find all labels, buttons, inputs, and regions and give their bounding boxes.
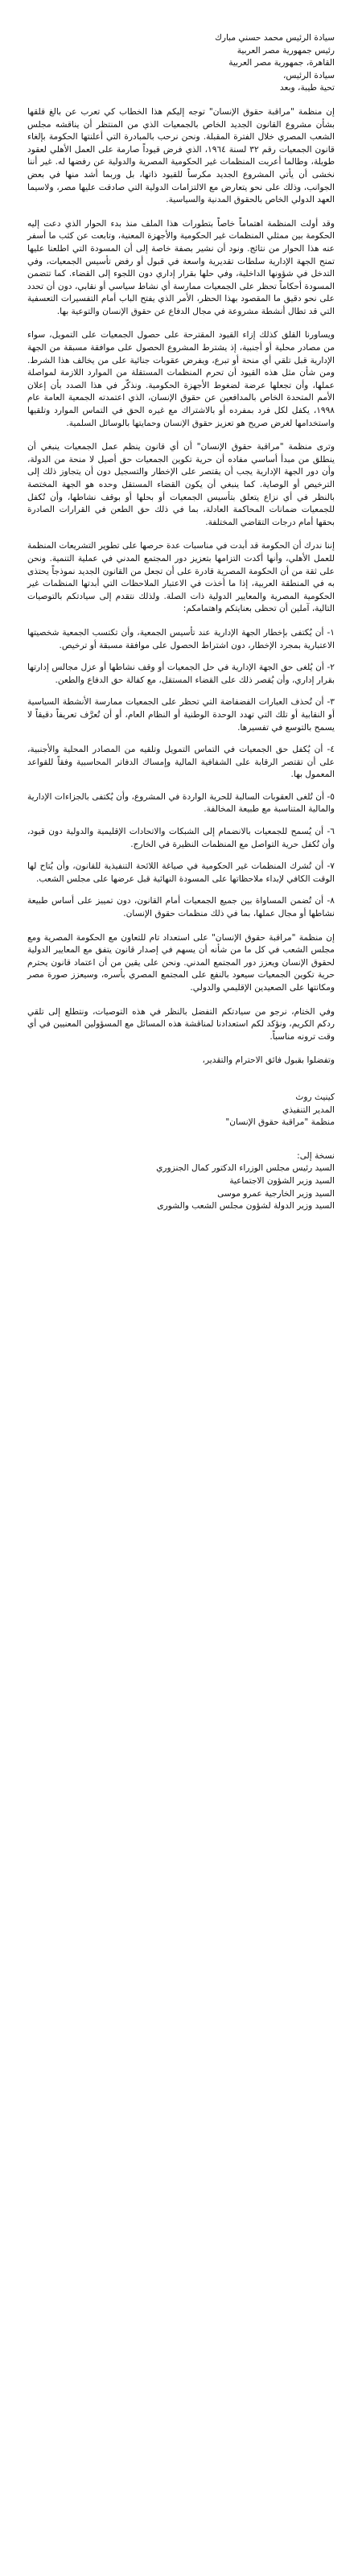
recommendation-item: ٥- أن تُلغى العقوبات السالبة للحرية الواردة في المشروع، وأن يُكتفى بالجزاءات الإدارية والمالية المتناسبة مع طبيعة المخالفة. <box>27 791 335 815</box>
signatory-organization: منظمة "مراقبة حقوق الإنسان" <box>225 1117 335 1128</box>
recommendation-item: ٧- أن تُشرك المنظمات غير الحكومية في صياغة اللائحة التنفيذية للقانون، وأن يُتاح لها الوقت الكافي لإبداء ملاحظاتها على المسودة النهائية قبل عرضها على مجلس الشعب. <box>27 861 335 884</box>
cc-label: نسخة إلى: <box>297 1150 335 1161</box>
conclusion-paragraph: إن منظمة "مراقبة حقوق الإنسان" على استعداد تام للتعاون مع الحكومة المصرية ومع مجلس الشعب في كل ما من شأنه أن يسهم في إصدار قانون يتفق مع المعايير الدولية لحقوق الإنسان ويعزز دور المجتمع المدني. ونحن على يقين من أن اعتماد قانون يحترم حرية تكوين الجمعيات سيعود بالنفع على المجتمع المصري بأسره، وسيعزز صورة مصر ومكانتها على الصعيدين الإقليمي والدولي. <box>27 932 335 993</box>
recommendation-item: ٣- أن تُحذف العبارات الفضفاضة التي تحظر على الجمعيات ممارسة الأنشطة السياسية أو النقابية أو تلك التي تهدد الوحدة الوطنية أو النظام العام، أو أن تُعرَّف تعريفاً دقيقاً لا يسمح بالتوسع في تفسيرها. <box>27 697 335 733</box>
cc-recipient: السيد وزير الدولة لشؤون مجلس الشعب والشورى <box>157 1201 335 1212</box>
signature-block <box>27 1092 335 1129</box>
body-paragraph: ويساورنا القلق كذلك إزاء القيود المقترحة على حصول الجمعيات على التمويل، سواء من مصادر محلية أو أجنبية، إذ يشترط المشروع الحصول على موافقة مسبقة من الجهة الإدارية قبل تلقي أي منحة أو تبرع، ويفرض عقوبات جنائية على من يخالف هذا الشرط. ومن شأن مثل هذه القيود أن تحرم المنظمات المستقلة من الموارد اللازمة لمواصلة عملها، وأن تجعلها عرضة لضغوط الأجهزة الحكومية. ونذكّر في هذا الصدد بأن إعلان الأمم المتحدة الخاص بالمدافعين عن حقوق الإنسان، الذي اعتمدته الجمعية العامة عام ١٩٩٨، يكفل لكل فرد بمفرده أو بالاشتراك مع غيره الحق في التماس الموارد وتلقيها واستخدامها لغرض صريح هو تعزيز حقوق الإنسان وحمايتها بالوسائل السلمية. <box>27 330 335 428</box>
recommendations-list <box>27 627 335 921</box>
recommendation-item: ٤- أن يُكفل حق الجمعيات في التماس التمويل وتلقيه من المصادر المحلية والأجنبية، على أن تقتصر الرقابة على الشفافية المالية وإمساك الدفاتر المحاسبية وفقاً للقواعد المعمول بها. <box>27 745 335 780</box>
cc-recipient: السيد رئيس مجلس الوزراء الدكتور كمال الجنزوري <box>156 1163 335 1174</box>
addressee-location: القاهرة، جمهورية مصر العربية <box>228 58 335 68</box>
recommendation-item: ٨- أن تُضمن المساواة بين جميع الجمعيات أمام القانون، دون تمييز على أساس طبيعة نشاطها أو مجال عملها، بما في ذلك منظمات حقوق الإنسان. <box>27 896 335 919</box>
greeting-line: سيادة الرئيس، <box>282 70 335 80</box>
addressee-title: رئيس جمهورية مصر العربية <box>237 45 335 56</box>
recommendation-item: ٦- أن يُسمح للجمعيات بالانضمام إلى الشبكات والاتحادات الإقليمية والدولية دون قيود، وأن تُكفل حرية التواصل مع المنظمات النظيرة في الخارج. <box>27 827 335 849</box>
body-paragraph: وترى منظمة "مراقبة حقوق الإنسان" أن أي قانون ينظم عمل الجمعيات ينبغي أن ينطلق من مبدأ أساسي مفاده أن حرية تكوين الجمعيات حق أصيل لا منحة من الدولة، وأن دور الجهة الإدارية يجب أن يقتصر على الإخطار والتسجيل دون أن يتجاوز ذلك إلى الترخيص أو الوصاية. كما ينبغي أن يكون القضاء المستقل وحده هو الجهة المختصة بالنظر في أي نزاع يتعلق بتأسيس الجمعيات أو بحلها أو بوقف نشاطها، وأن تُكفل للجمعيات ضمانات المحاكمة العادلة، بما في ذلك حق الطعن في القرارات الصادرة بحقها أمام درجات التقاضي المختلفة. <box>27 442 335 527</box>
salutation-block <box>27 32 335 95</box>
closing-line: وتفضلوا بقبول فائق الاحترام والتقدير، <box>202 1055 335 1066</box>
closing-block <box>27 1055 335 1067</box>
greeting-opening: تحية طيبة، وبعد <box>279 83 335 93</box>
cc-block <box>27 1150 335 1213</box>
conclusion-paragraph: وفي الختام، نرجو من سيادتكم التفضل بالنظر في هذه التوصيات، ونتطلع إلى تلقي ردكم الكريم، ونؤكد لكم استعدادنا لمناقشة هذه المسائل مع المسؤولين المعنيين في أي وقت ترونه مناسباً. <box>27 1006 335 1042</box>
recommendation-item: ١- أن يُكتفى بإخطار الجهة الإدارية عند تأسيس الجمعية، وأن تكتسب الجمعية شخصيتها الاعتبارية بمجرد الإخطار، دون اشتراط الحصول على موافقة مسبقة أو ترخيص. <box>27 627 335 650</box>
signatory-name: كينيث روث <box>295 1092 335 1102</box>
addressee-name: سيادة الرئيس محمد حسني مبارك <box>215 33 335 43</box>
signatory-title: المدير التنفيذي <box>282 1104 335 1115</box>
body-paragraph: إننا ندرك أن الحكومة قد أبدت في مناسبات عدة حرصها على تطوير التشريعات المنظمة للعمل الأهلي، وأنها أكدت التزامها بتعزيز دور المجتمع المدني في عملية التنمية. ونحن على ثقة من أن الحكومة المصرية قادرة على أن تجعل من القانون الجديد نموذجاً يحتذى به في المنطقة العربية، إذا ما أخذت في الاعتبار الملاحظات التي أبدتها المنظمات غير الحكومية المصرية والمعايير الدولية ذات الصلة. ولذلك نتقدم إلى سيادتكم بالتوصيات التالية، آملين أن تحظى بعنايتكم واهتمامكم: <box>27 541 335 614</box>
recommendation-item: ٢- أن يُلغى حق الجهة الإدارية في حل الجمعيات أو وقف نشاطها أو عزل مجالس إدارتها بقرار إداري، وأن يُقصر ذلك على القضاء المستقل، مع كفالة حق الدفاع والطعن. <box>27 663 335 685</box>
body-paragraph: إن منظمة "مراقبة حقوق الإنسان" توجه إليكم هذا الخطاب كي تعرب عن بالغ قلقها بشأن مشروع القانون الجديد الخاص بالجمعيات الذي من المنتظر أن يناقشه مجلس الشعب المصري خلال الفترة المقبلة. ونحن نرحب بالمبادرة التي أعلنتها الحكومة بإلغاء قانون الجمعيات رقم ٣٢ لسنة ١٩٦٤، الذي فرض قيوداً صارمة على العمل الأهلي لعقود طويلة، وطالما أعربت المنظمات غير الحكومية المصرية والدولية عن رفضها له. غير أننا نخشى أن يأتي المشروع الجديد مكرساً للقيود ذاتها، بل وربما أشد منها في بعض الجوانب، وذلك على نحو يتعارض مع الالتزامات الدولية التي صادقت عليها مصر، ولاسيما العهد الدولي الخاص بالحقوق المدنية والسياسية. <box>27 106 335 205</box>
body-paragraph: وقد أولت المنظمة اهتماماً خاصاً بتطورات هذا الملف منذ بدء الحوار الذي دعت إليه الحكومة بين ممثلي المنظمات غير الحكومية والأجهزة المعنية، وتابعت عن كثب ما أسفر عنه هذا الحوار من نتائج. ونود أن نشير بصفة خاصة إلى أن المسودة التي اطلعنا عليها تمنح الجهة الإدارية سلطات تقديرية واسعة في قبول أو رفض تأسيس الجمعيات، وفي التدخل في شؤونها الداخلية، وفي حلها بقرار إداري دون اللجوء إلى القضاء. كما تتضمن المسودة أحكاماً تحظر على الجمعيات ممارسة أي نشاط سياسي أو نقابي، دون أن تحدد على نحو دقيق ما المقصود بهذا الحظر، الأمر الذي يفتح الباب أمام التفسيرات التعسفية التي قد تطال أنشطة مشروعة في مجال الدفاع عن حقوق الإنسان والتوعية بها. <box>27 218 335 316</box>
cc-recipient: السيد وزير الشؤون الاجتماعية <box>229 1175 335 1186</box>
cc-recipient: السيد وزير الخارجية عمرو موسى <box>217 1188 335 1199</box>
